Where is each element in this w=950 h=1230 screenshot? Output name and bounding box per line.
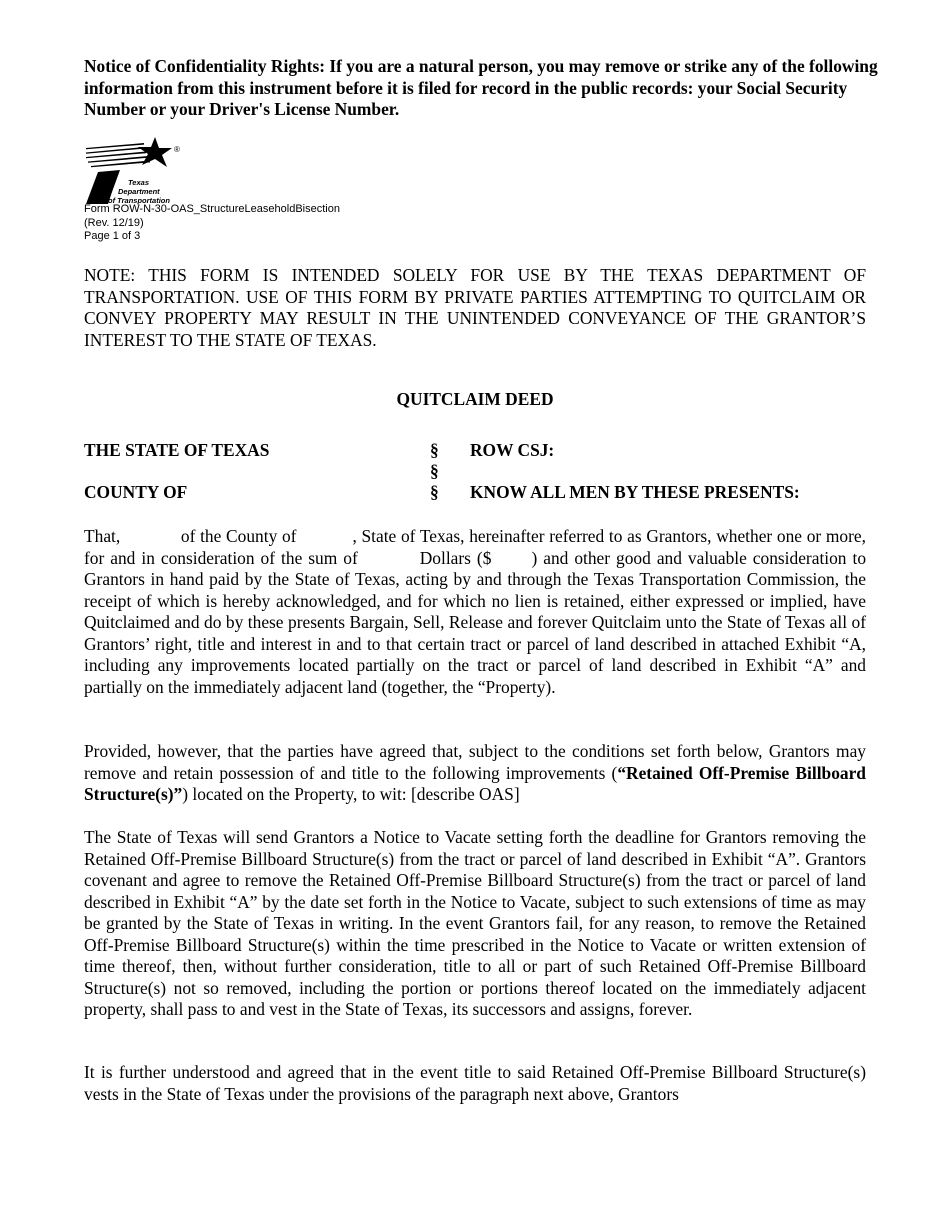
row-csj-label: ROW CSJ:	[470, 440, 555, 460]
logo-text-texas: Texas	[128, 178, 149, 187]
section-symbol: §	[430, 482, 439, 502]
logo-text-department: Department	[118, 187, 160, 196]
paragraph-text: ) located on the Property, to wit: [describe OAS]	[182, 784, 520, 804]
confidentiality-notice: Notice of Confidentiality Rights: If you are a natural person, you may remove or strike any of the following information from this instrument before it is filed for record in the public records: your Social Security Number or your Driver's License Number.	[84, 56, 878, 119]
defined-term: “Retained Off-Premise Billboard Structure(s)”	[84, 762, 866, 804]
know-all-men-heading: KNOW ALL MEN BY THESE PRESENTS:	[470, 482, 800, 502]
page-number: Page 1 of 3	[84, 230, 141, 242]
paragraph-notice-to-vacate: The State of Texas will send Grantors a Notice to Vacate setting forth the deadline for Grantors removing the Retained Off-Premise Billboard Structure(s) from the tract or parcel of land described in Exhibit “A”. Grantors covenant and agree to remove the Retained Off-Premise Billboard Structure(s) from the tract or parcel of land described in Exhibit “A” by the date set forth in the Notice to Vacate, subject to such extensions of time as may be granted by the State of Texas in writing. In the event Grantors fail, for any reason, to remove the Retained Off-Premise Billboard Structure(s) within the time prescribed in the Notice to Vacate or written extension of time thereof, then, without further consideration, title to all or part of such Retained Off-Premise Billboard Structure(s) not so removed, including the portion or portions thereof located on the immediately adjacent property, shall pass to and vest in the State of Texas, its successors and assigns, forever.	[84, 827, 866, 1019]
logo-text-transportation: of Transportation	[108, 196, 170, 205]
form-number: Form ROW-N-30-OAS_StructureLeaseholdBisection	[84, 203, 340, 215]
registered-mark: ®	[174, 145, 180, 154]
paragraph-text: , State of Texas, hereinafter referred to as Grantors, whether one or more, for and in consideration of the sum of	[84, 526, 866, 568]
paragraph-text: That,	[84, 526, 121, 546]
section-symbol: §	[430, 440, 439, 460]
form-info	[84, 203, 340, 244]
txdot-note: NOTE: THIS FORM IS INTENDED SOLELY FOR USE BY THE TEXAS DEPARTMENT OF TRANSPORTATION. USE OF THIS FORM BY PRIVATE PARTIES ATTEMPTING TO QUITCLAIM OR CONVEY PROPERTY MAY RESULT IN THE UNINTENDED CONVEYANCE OF THE GRANTOR’S INTEREST TO THE STATE OF TEXAS.	[84, 265, 866, 350]
paragraph-text: ) and other good and valuable consideration to Grantors in hand paid by the State of Texas, acting by and through the Texas Transportation Commission, the receipt of which is hereby acknowledged, and for which no lien is retained, either expressed or implied, have Quitclaimed and do by these presents Bargain, Sell, Release and forever Quitclaim unto the State of Texas all of Grantors’ right, title and interest in and to that certain tract or parcel of land described in attached Exhibit “A, including any improvements located partially on the tract or parcel of land described in Exhibit “A” and partially on the immediately adjacent land (together, the “Property).	[84, 547, 867, 697]
paragraph-consideration	[84, 526, 866, 698]
txdot-logo	[84, 134, 184, 206]
form-revision: (Rev. 12/19)	[84, 216, 144, 229]
paragraph-text: Provided, however, that the parties have agreed that, subject to the conditions set forth below, Grantors may remove and retain possession of and title to the following improvements (	[84, 741, 866, 783]
speed-lines	[86, 143, 150, 167]
section-symbol: §	[430, 461, 439, 481]
paragraph-title-vesting: It is further understood and agreed that in the event title to said Retained Off-Premise Billboard Structure(s) vests in the State of Texas under the provisions of the paragraph next above, Grantors	[84, 1062, 866, 1104]
document-title: QUITCLAIM DEED	[396, 389, 554, 409]
caption-state: THE STATE OF TEXAS	[84, 440, 270, 460]
paragraph-provided	[84, 741, 866, 806]
paragraph-text: Dollars ($	[419, 547, 492, 568]
paragraph-text: of the County of	[180, 526, 297, 546]
caption-county: COUNTY OF	[84, 482, 188, 502]
